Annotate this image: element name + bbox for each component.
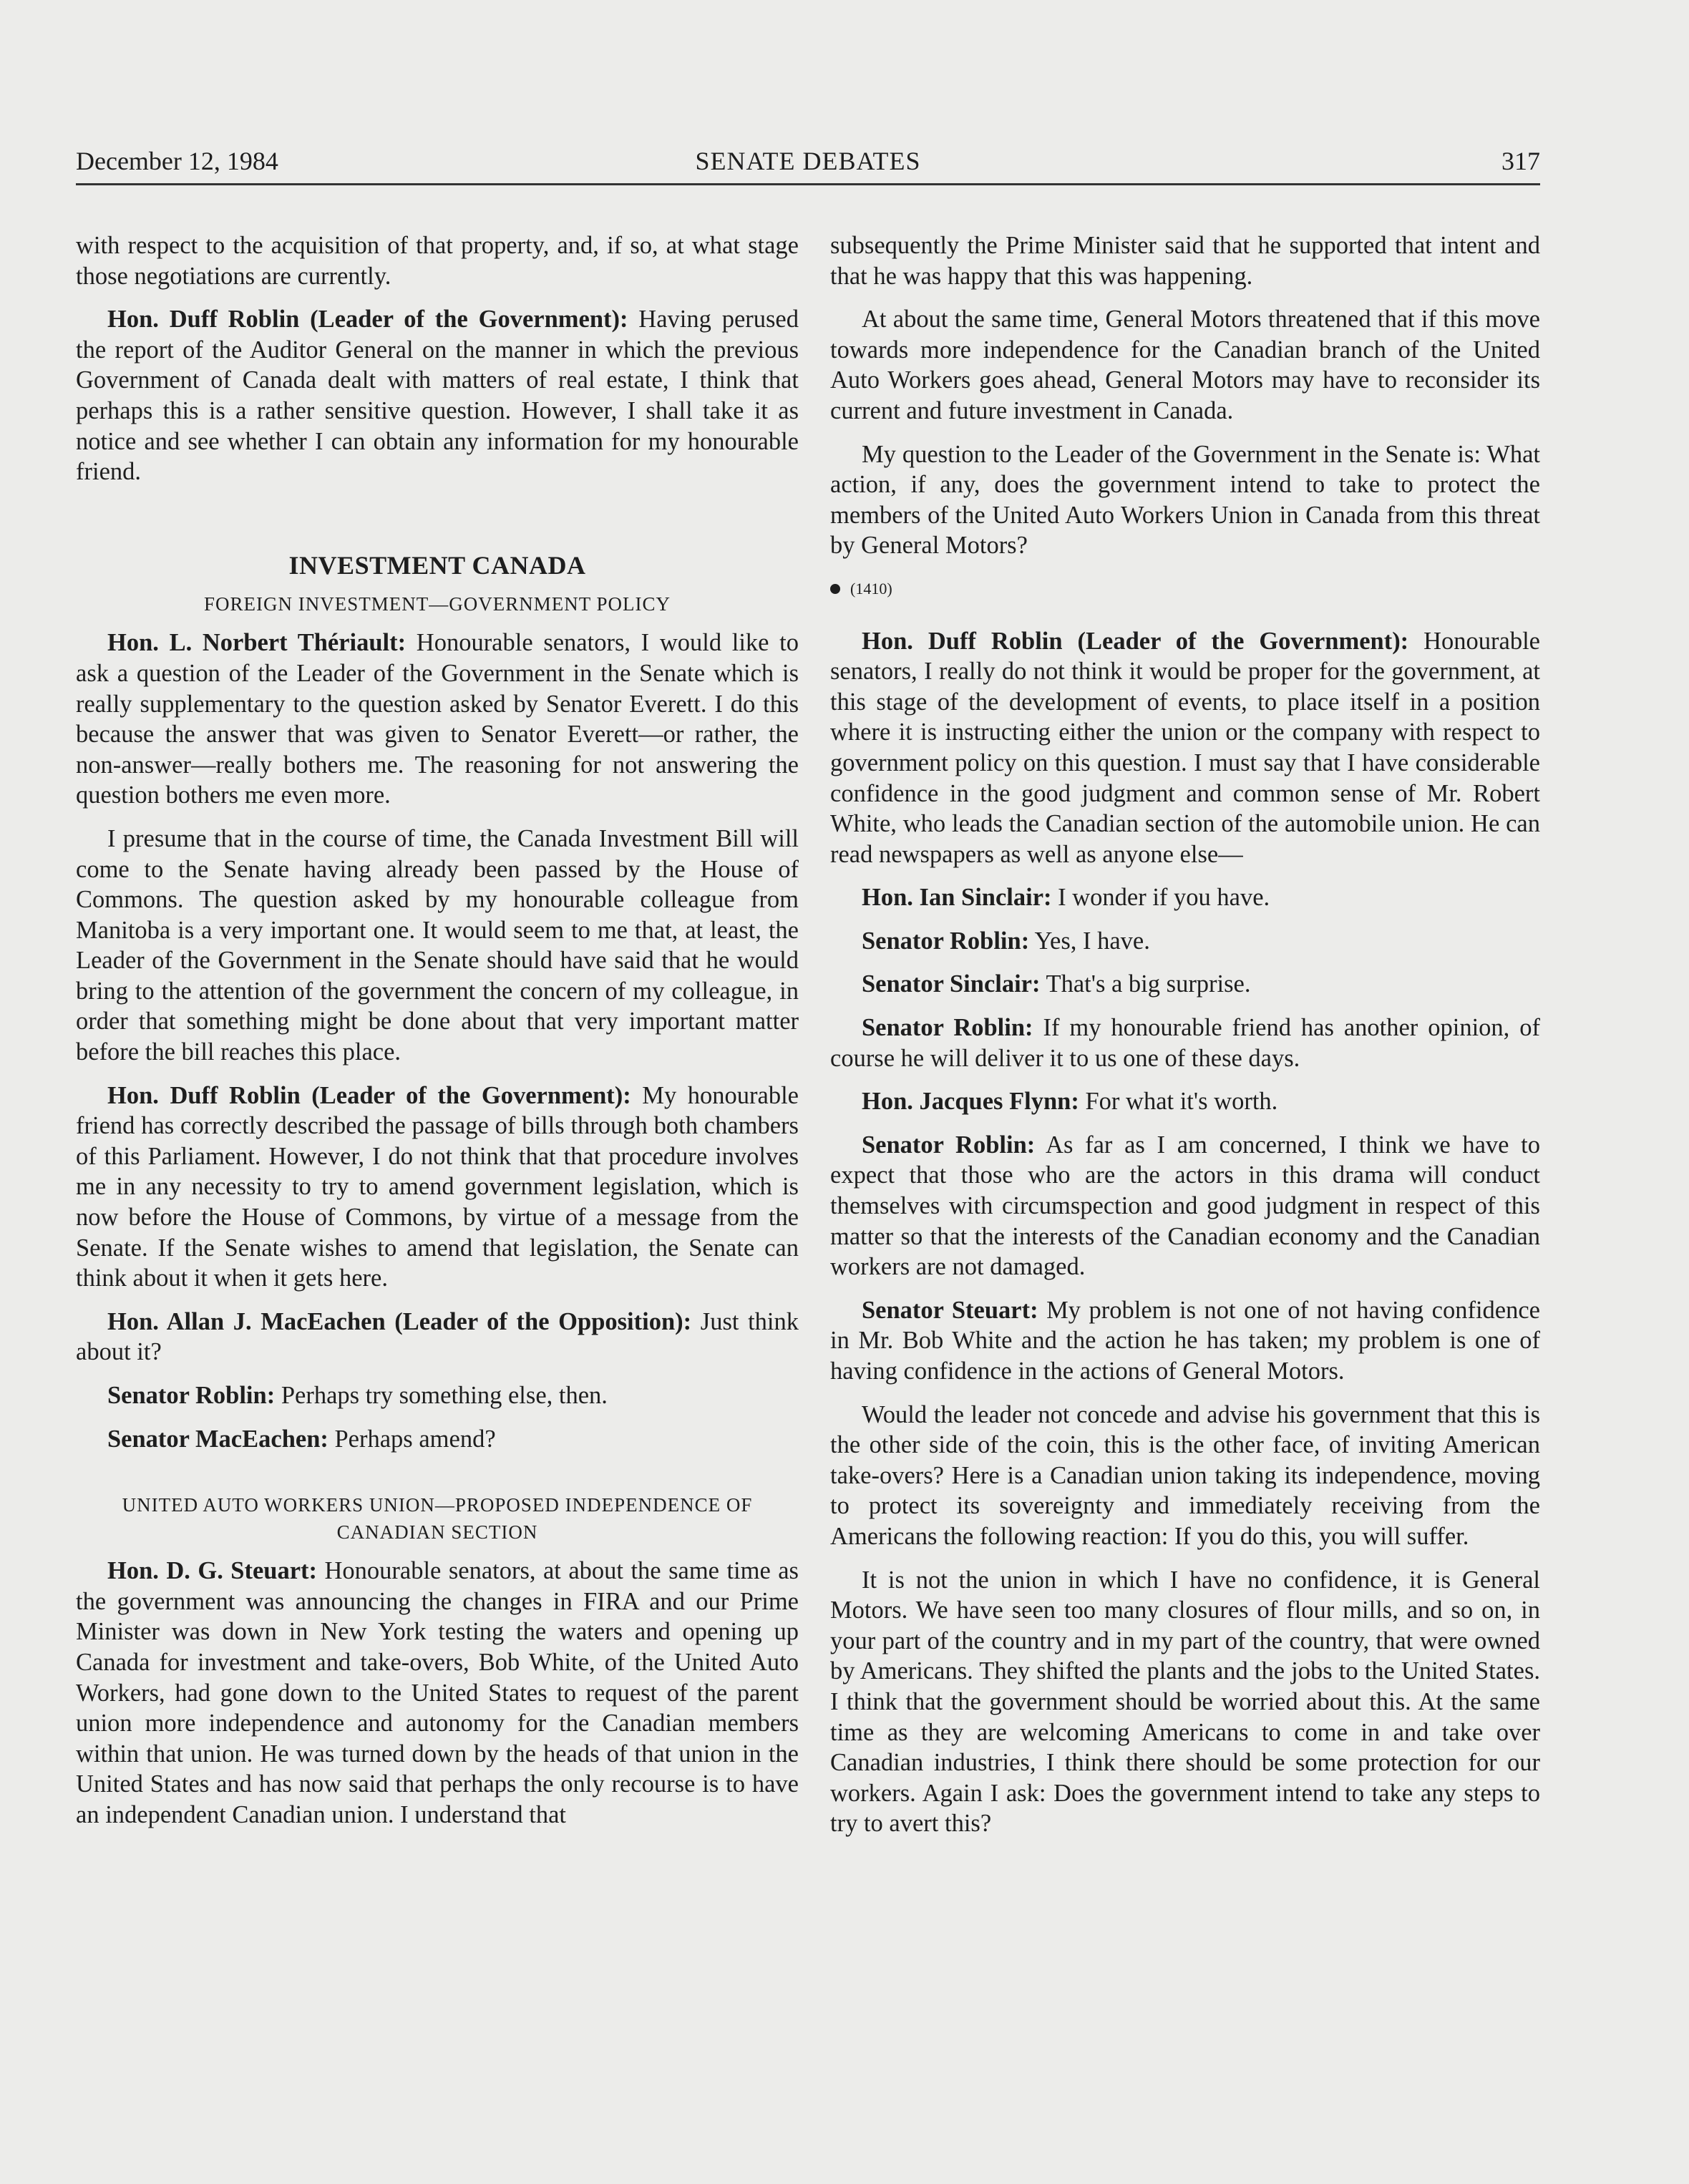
subheading-line: UNITED AUTO WORKERS UNION—PROPOSED INDEPENDENCE OF [122,1494,753,1516]
page-number: 317 [1501,147,1540,175]
header-date: December 12, 1984 [76,147,278,175]
paragraph: Senator Sinclair: That's a big surprise. [862,970,1251,998]
paragraph: Senator MacEachen: Perhaps amend? [107,1425,496,1453]
speaker-name: Senator MacEachen: [107,1425,328,1453]
paragraph: Senator Roblin: If my honourable friend has another opinion, of course he will deliver it to us one of these days. [830,1014,1540,1072]
section-subheading [76,1491,799,1546]
speaker-name: Hon. Duff Roblin (Leader of the Government): [107,306,628,333]
paragraph: Hon. Ian Sinclair: I wonder if you have. [862,884,1270,912]
subheading-line: CANADIAN SECTION [336,1521,538,1544]
paragraph: Hon. Duff Roblin (Leader of the Government): Honourable senators, I really do not think it would be proper for the government, at this stage of the development of events, to place itself in a position where it is instructing either the union or the company with respect to government policy on this question. I must say that I have considerable confidence in the good judgment and common sense of Mr. Robert White, who leads the Canadian section of the automobile union. He can read newspapers as well as anyone else— [830,627,1540,868]
speaker-name: Hon. Jacques Flynn: [862,1088,1079,1116]
time-marker [830,574,1540,605]
paragraph: Hon. L. Norbert Thériault: Honourable senators, I would like to ask a question of the Leader of the Government in the Senate which is really supplementary to the question asked by Senator Everett. I do this because the answer that was given to Senator Everett—or rather, the non-answer—really bothers me. The reasoning for not answering the question bothers me even more. [76,629,799,809]
paragraph: Hon. Jacques Flynn: For what it's worth. [862,1088,1278,1116]
page-header [76,146,1540,186]
paragraph: Senator Roblin: Perhaps try something else, then. [107,1382,608,1409]
section-subheading: FOREIGN INVESTMENT—GOVERNMENT POLICY [204,593,671,615]
speaker-name: Senator Roblin: [862,1131,1036,1159]
header-rule [76,183,1540,185]
speaker-name: Hon. Duff Roblin (Leader of the Government): [107,1081,631,1109]
left-column [76,230,799,1843]
paragraph: Senator Steuart: My problem is not one of not having confidence in Mr. Bob White and the action he has taken; my problem is one of having confidence in the actions of General Motors. [830,1296,1540,1385]
speaker-name: Senator Roblin: [107,1382,276,1409]
time-marker-label: (1410) [850,579,892,598]
speaker-name: Hon. Duff Roblin (Leader of the Government): [862,627,1409,655]
paragraph: I presume that in the course of time, the Canada Investment Bill will come to the Senate having already been passed by the House of Commons. The question asked by my honourable colleague from Manitoba is a very important one. It would seem to me that, at least, the Leader of the Government in the Senate should have said that he would bring to the attention of the government the concern of my colleague, in order that something might be done about that very important matter before the bill reaches this place. [76,824,799,1066]
bullet-icon [830,584,840,594]
speaker-name: Hon. L. Norbert Thériault: [107,629,407,657]
header-title: SENATE DEBATES [695,147,921,175]
paragraph: Hon. D. G. Steuart: Honourable senators, at about the same time as the government was announcing the changes in FIRA and our Prime Minister was down in New York testing the waters and opening up Canada for investment and take-overs, Bob White, of the United Auto Workers, had gone down to the United States to request of the parent union more independence and autonomy for the Canadian members within that union. He was turned down by the heads of that union in the United States and has now said that perhaps the only recourse is to have an independent Canadian union. I understand that [76,1557,799,1828]
paragraph: At about the same time, General Motors threatened that if this move towards more independence for the Canadian branch of the United Auto Workers goes ahead, General Motors may have to reconsider its current and future investment in Canada. [830,306,1540,424]
speaker-name: Senator Roblin: [862,927,1030,955]
paragraph: Senator Roblin: Yes, I have. [862,927,1150,955]
speaker-name: Hon. D. G. Steuart: [107,1557,318,1585]
paragraph: Would the leader not concede and advise his government that this is the other side of the coin, this is the other face, of inviting American take-overs? Here is a Canadian union taking its independence, moving to protect its sovereignty and immediately receiving from the Americans the following reaction: If you do this, you will suffer. [830,1400,1540,1550]
paragraph: It is not the union in which I have no confidence, it is General Motors. We have seen too many closures of flour mills, and so on, in your part of the country and in my part of the country, that were owned by Americans. They shifted the plants and the jobs to the United States. I think that the government should be worried about this. At the same time as they are welcoming Americans to come in and take over Canadian industries, I think there should be some protection for our workers. Again I ask: Does the government intend to take any steps to try to avert this? [830,1566,1540,1838]
speaker-name: Senator Steuart: [862,1296,1038,1324]
section-heading: INVESTMENT CANADA [288,550,586,580]
paragraph: subsequently the Prime Minister said that he supported that intent and that he was happy that this was happening. [830,232,1540,290]
paragraph: Hon. Allan J. MacEachen (Leader of the Opposition): Just think about it? [76,1307,799,1366]
right-column [830,230,1540,1852]
paragraph: My question to the Leader of the Government in the Senate is: What action, if any, does the government intend to take to protect the members of the United Auto Workers Union in Canada from this threat by General Motors? [830,440,1540,560]
speaker-name: Senator Sinclair: [862,970,1041,998]
paragraph: Hon. Duff Roblin (Leader of the Government): Having perused the report of the Auditor General on the manner in which the previous Government of Canada dealt with matters of real estate, I think that perhaps this is a rather sensitive question. However, I shall take it as notice and see whether I can obtain any information for my honourable friend. [76,306,799,486]
paragraph: Senator Roblin: As far as I am concerned, I think we have to expect that those who are the actors in this drama will conduct themselves with circumspection and good judgment in respect of this matter so that the interests of the Canadian economy and the Canadian workers are not damaged. [830,1131,1540,1281]
paragraph: with respect to the acquisition of that property, and, if so, at what stage those negotiations are currently. [76,232,799,290]
speaker-name: Hon. Allan J. MacEachen (Leader of the Opposition): [107,1307,692,1335]
paragraph: Hon. Duff Roblin (Leader of the Government): My honourable friend has correctly described the passage of bills through both chambers of this Parliament. However, I do not think that that procedure involves me in any necessity to try to amend government legislation, which is now before the House of Commons, by virtue of a message from the Senate. If the Senate wishes to amend that legislation, the Senate can think about it when it gets here. [76,1081,799,1292]
speaker-name: Hon. Ian Sinclair: [862,884,1052,912]
speaker-name: Senator Roblin: [862,1014,1033,1042]
